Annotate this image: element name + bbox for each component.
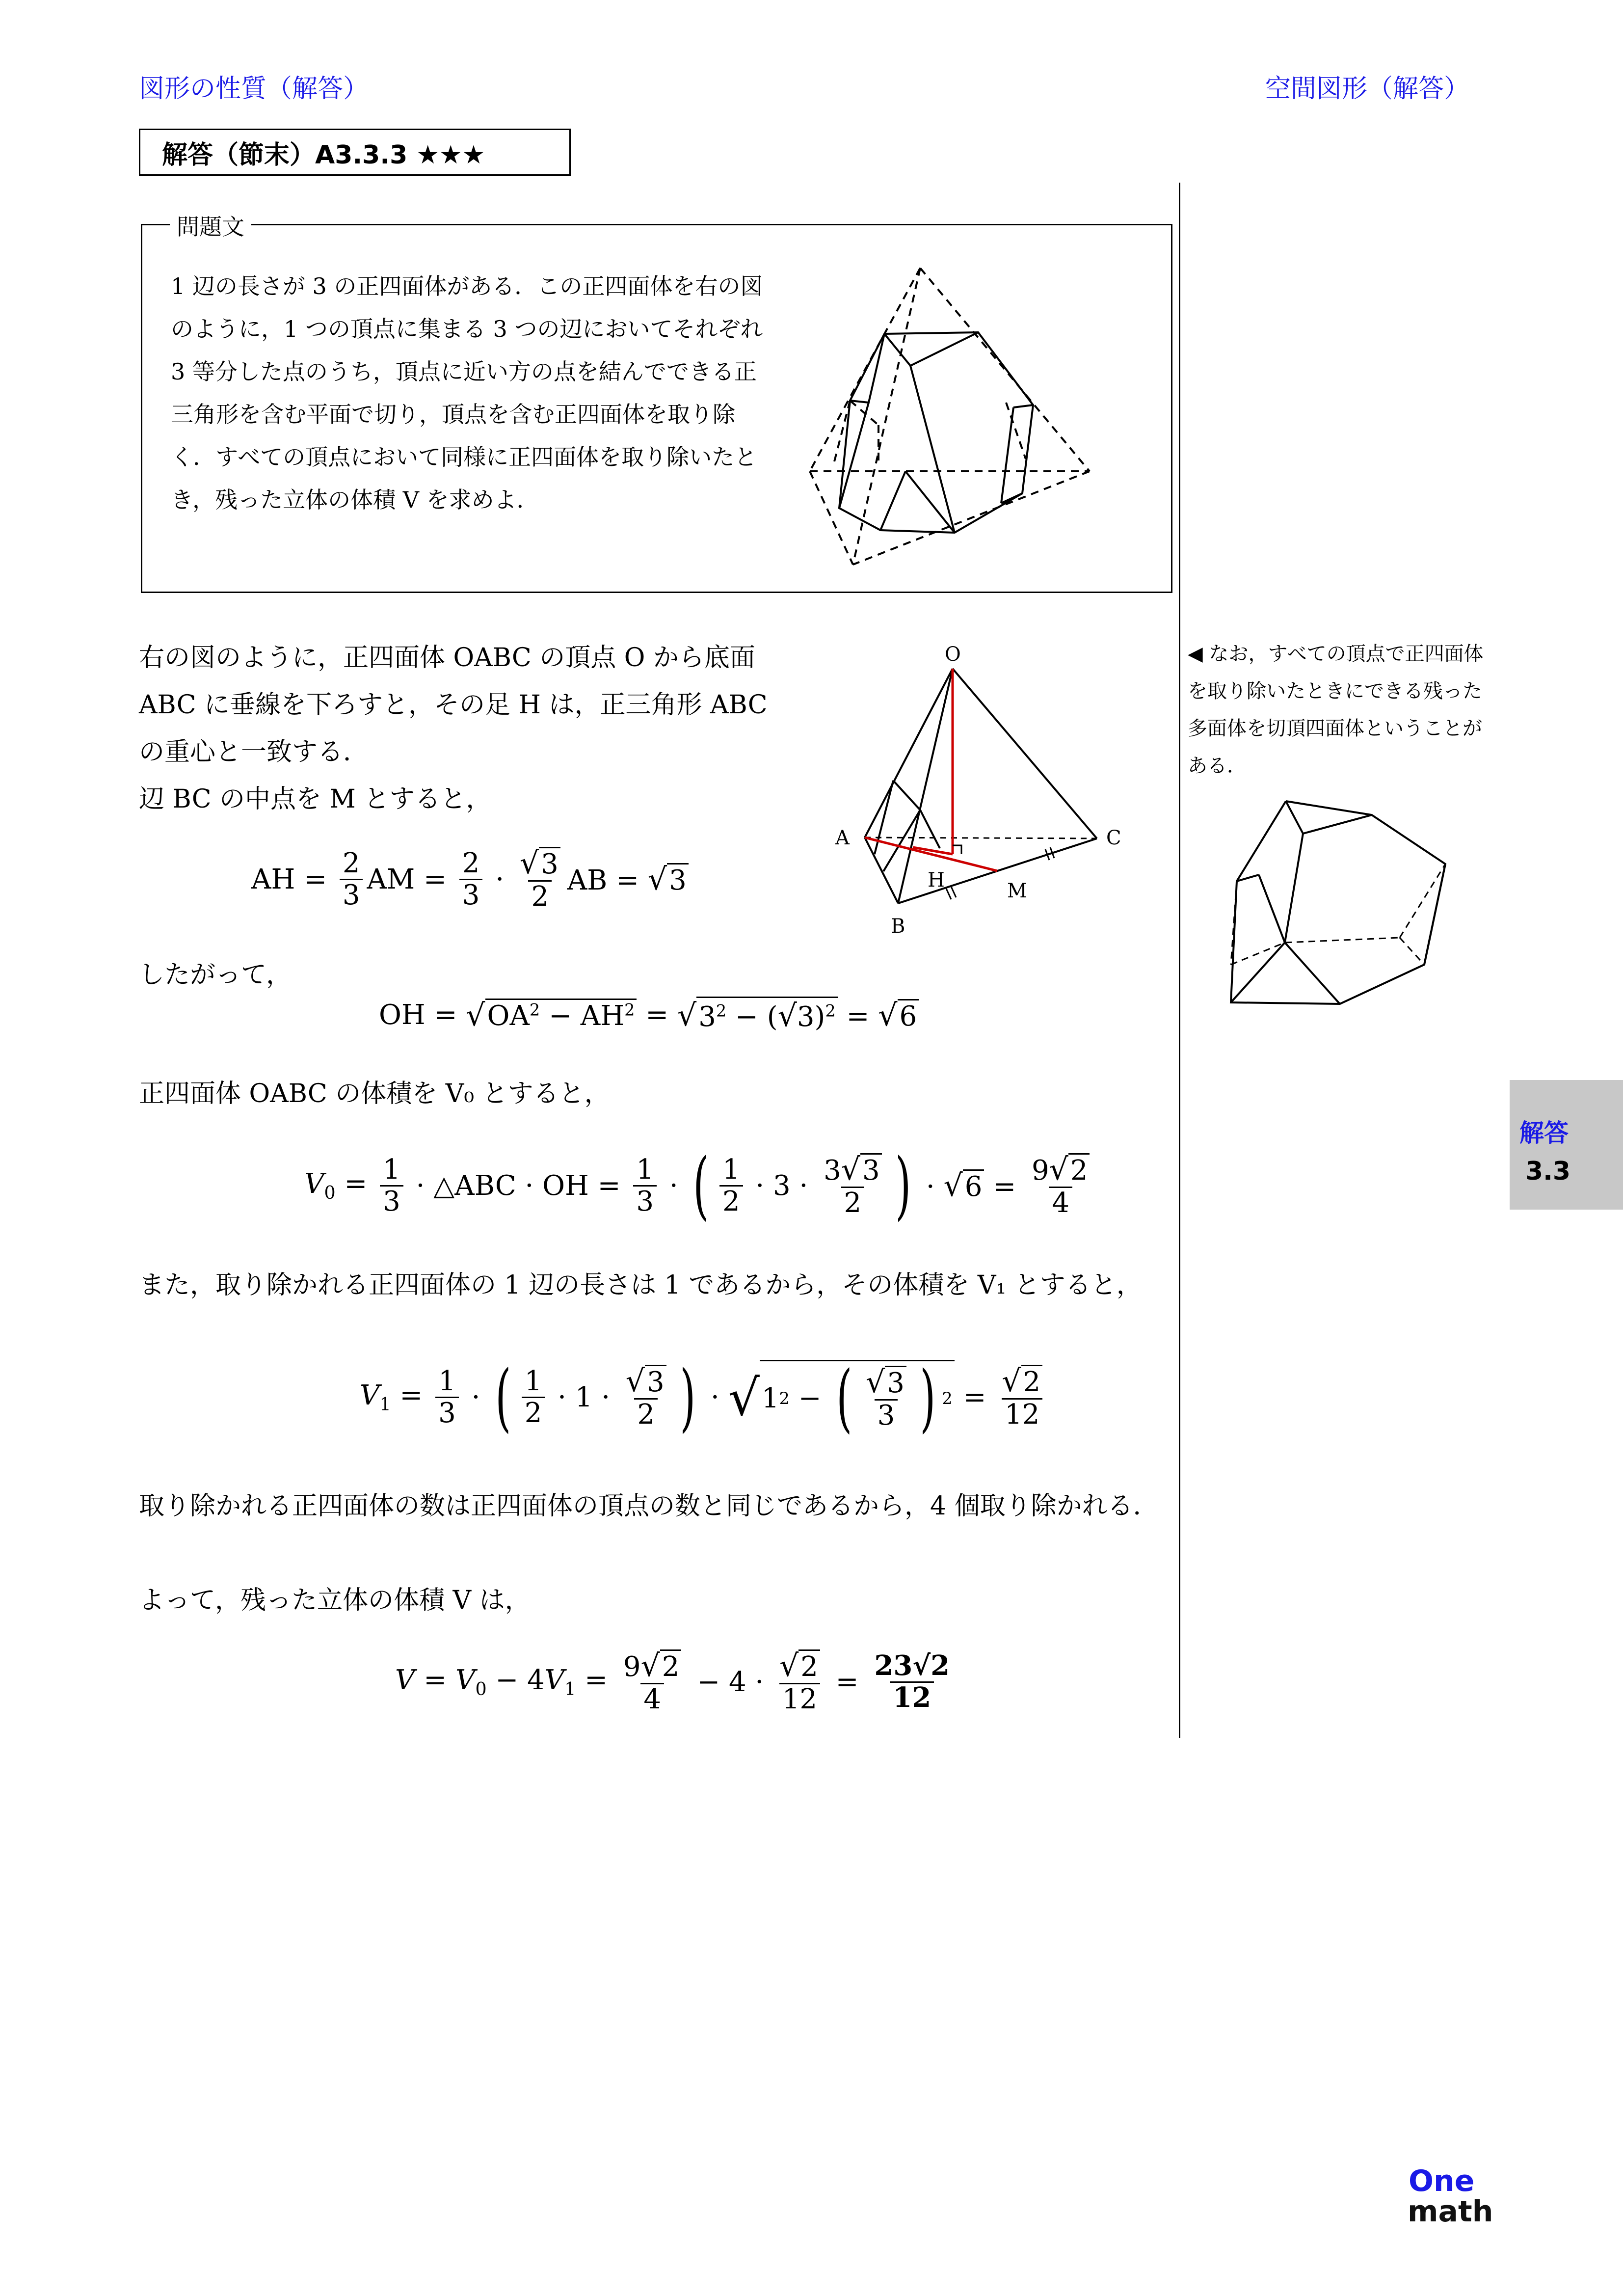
logo-one: One [1409,2164,1475,2198]
solution-paragraph-4: 正四面体 OABC の体積を V₀ とすると， [139,1079,610,1108]
base-back-edge [865,837,1097,838]
solution-paragraph-3: したがって， [139,960,292,990]
solution-paragraph-1: 右の図のように，正四面体 OABC の頂点 O から底面 ABC に垂線を下ろすと，その足 H は，正三角形 ABC の重心と一致する． [139,643,768,767]
right-angle-mark [946,845,1054,899]
header-left-title: 図形の性質（解答） [139,74,369,104]
section-title-box [139,129,571,176]
problem-label: 問題文 [170,209,251,242]
truncated-hidden-edges [1231,864,1445,965]
equation-v1: $V_1$ = $\frac{1}{3}$ · ( $\frac{1}{2}$ · 1 · $\frac{√3}{2}$ ) · √ 1 2 − ( $\frac{√3}{3}$ ) 2 = $\frac{√2}{12}$ [360,1360,1049,1435]
label-o: O [945,643,961,666]
margin-divider [1179,183,1180,1738]
label-a: A [835,827,850,849]
tetrahedron-oabc-figure [825,643,1148,947]
label-h: H [928,869,945,891]
header-right-title: 空間図形（解答） [1265,74,1470,104]
logo-math: math [1408,2194,1493,2229]
truncated-tetrahedron-figure [1222,795,1458,1011]
label-c: C [1106,827,1121,849]
solution-paragraph-7: よって，残った立体の体積 V は， [139,1586,531,1615]
outer-tetrahedron-dashed [810,268,1090,565]
answer-numerator: 23√2 [874,1649,950,1682]
equation-v0: $V_0$ = $\frac{1}{3}$ · △ABC · OH = $\frac{1}{3}$ · ( $\frac{1}{2}$ · 3 · $\frac{3√3}{2}$ ) · √6 = $\frac{9√2}{4}$ [304,1149,1096,1222]
problem-figure [795,255,1109,579]
equation-v-final: $V = V_0 - 4V_1$ = $\frac{9√2}{4}$ − 4 · $\frac{√2}{12}$ = $\frac{23√2}{12}$ [395,1649,957,1714]
equation-oh: OH = √ $OA^2 - AH^2$ = √ $3^2 - (√3)^2$ = √6 [379,997,919,1033]
side-note: ◀ なお，すべての頂点で正四面体を取り除いたときにできる残った多面体を切頂四面体ということがある． [1188,643,1484,777]
label-b: B [891,915,905,938]
truncated-solid-edges [1231,801,1445,1004]
truncated-tetrahedron [839,332,1033,533]
label-m: M [1007,880,1027,902]
chapter-tab-number: 3.3 [1525,1157,1571,1186]
problem-text: 1 辺の長さが 3 の正四面体がある．この正四面体を右の図のように，1 つの頂点に集まる 3 つの辺においてそれぞれ 3 等分した点のうち，頂点に近い方の点を結んでできる正三角形を含む平面で切り，頂点を含む正四面体を取り除く．すべての頂点において同様に正四面体を取り除いたとき，残った立体の体積 V を求めよ． [171,273,763,513]
chapter-tab-label: 解答 [1519,1119,1569,1147]
solution-paragraph-2: 辺 BC の中点を M とすると， [139,784,492,814]
tetrahedron-edges [865,669,1097,903]
solution-paragraph-6: 取り除かれる正四面体の数は正四面体の頂点の数と同じであるから，4 個取り除かれる． [139,1491,1159,1521]
section-title: 解答（節末）A3.3.3 ★★★ [162,140,485,170]
solution-paragraph-5: また，取り除かれる正四面体の 1 辺の長さは 1 であるから，その体積を V₁ とすると， [139,1270,1142,1300]
answer-denominator: 12 [890,1681,934,1713]
equation-ah: AH = $\frac{2}{3}$ AM = $\frac{2}{3}$ · $\frac{√3}{2}$ AB = √3 [251,847,689,912]
